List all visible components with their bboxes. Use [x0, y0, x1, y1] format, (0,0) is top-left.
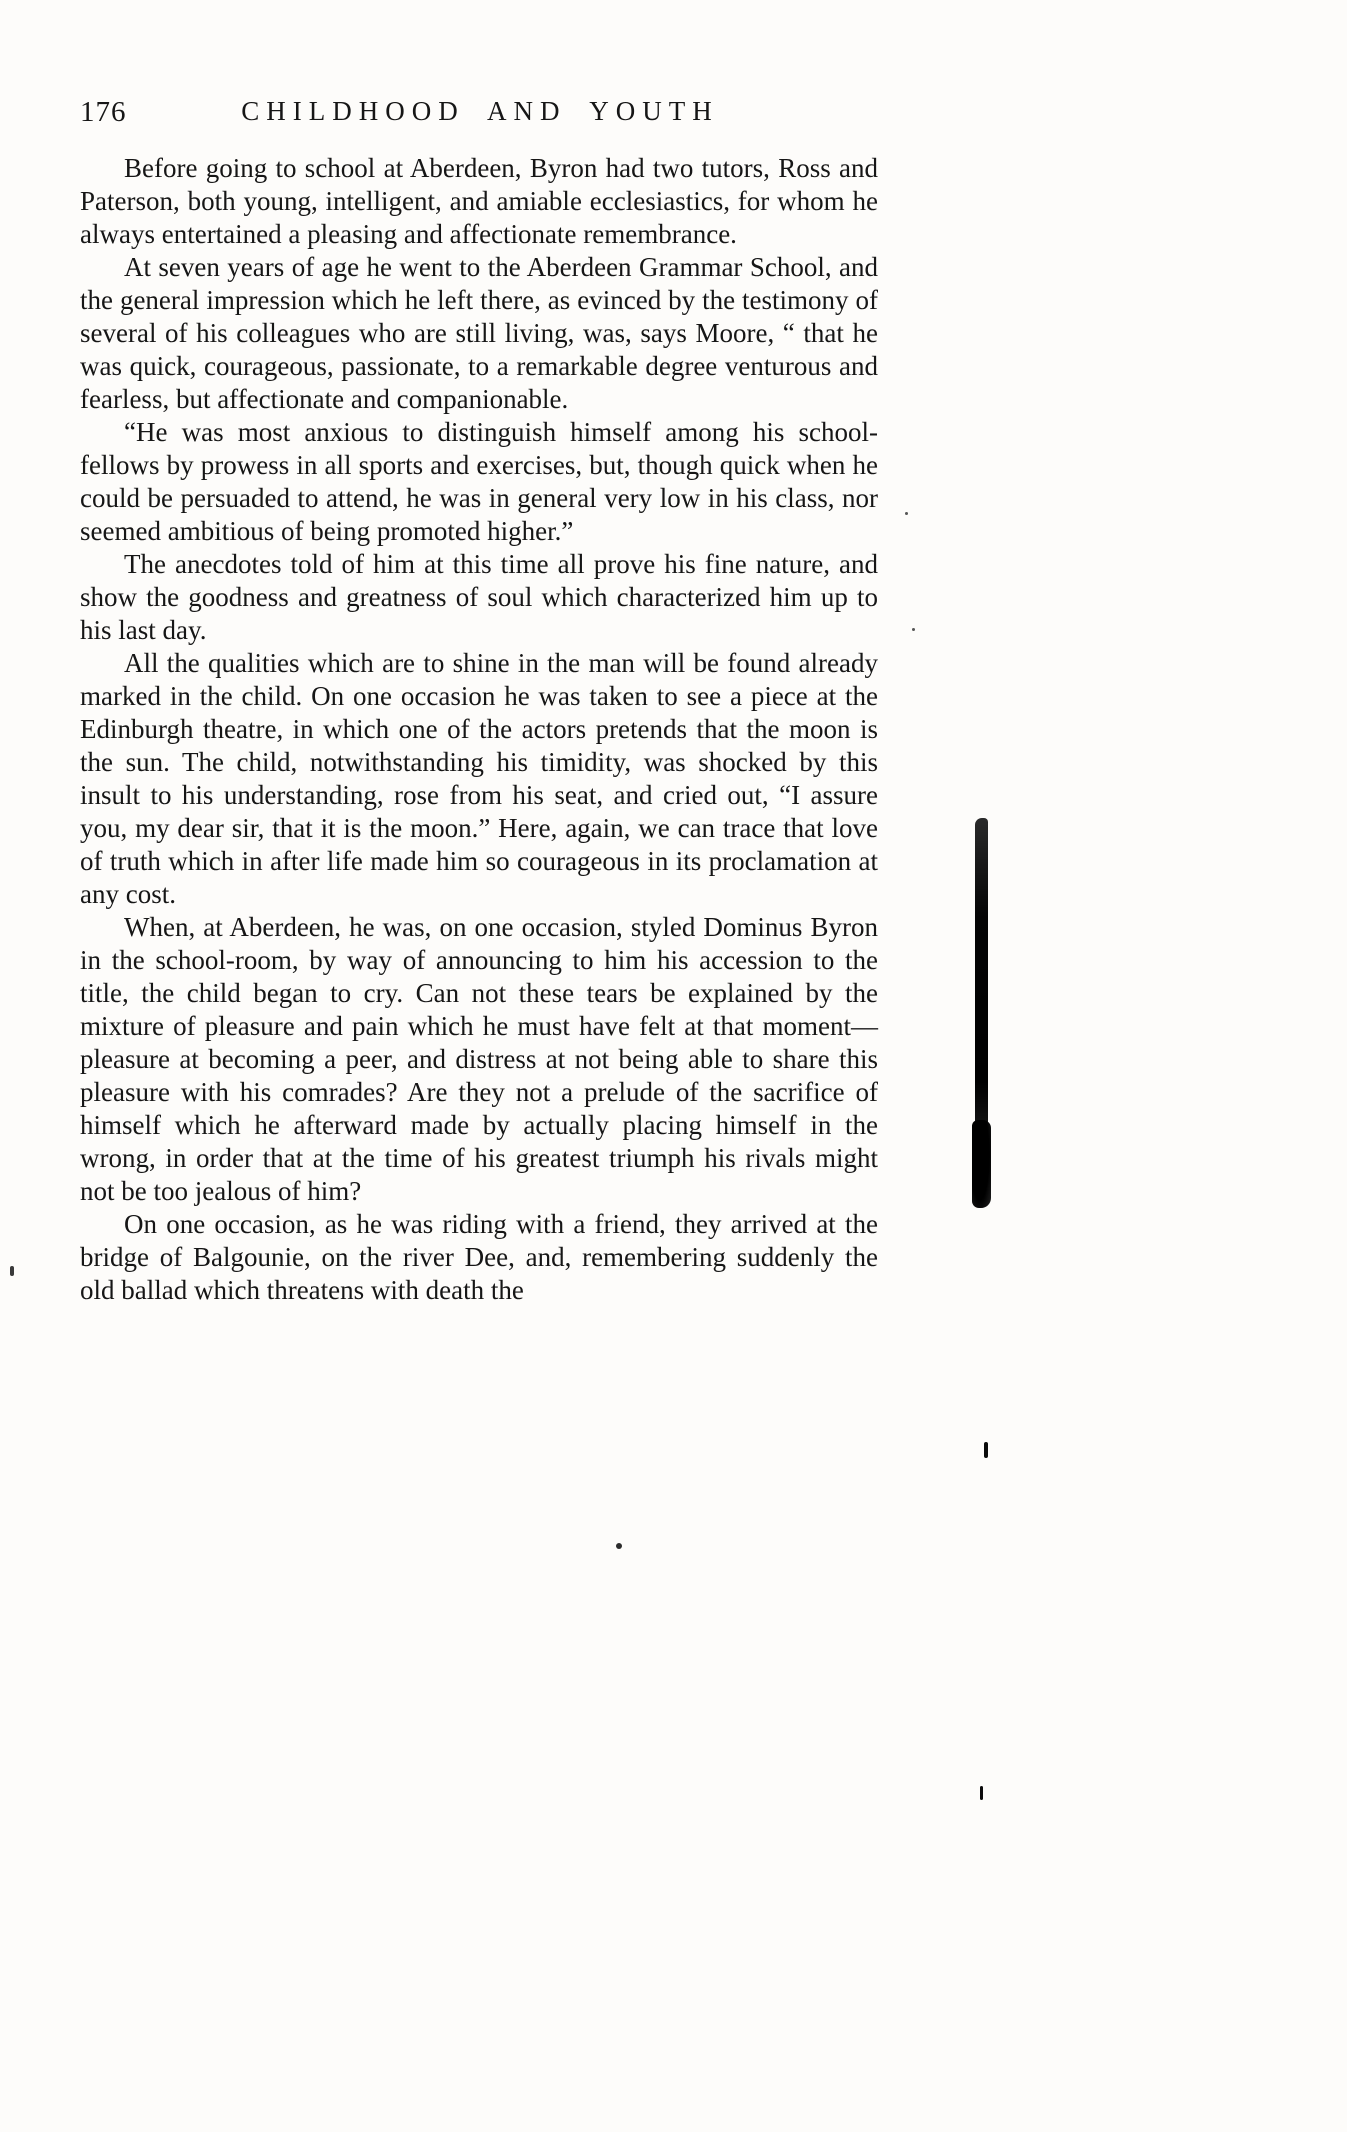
paragraph: “He was most anxious to distinguish himself among his school-fellows by prowess in all sports and exercises, but, though quick when he could be persuaded to attend, he was in general very low in his class, nor seemed ambitious of being promoted higher.”	[80, 417, 878, 546]
scan-artifact-blob	[975, 818, 988, 1148]
paragraph: The anecdotes told of him at this time all prove his fine nature, and show the goodness and greatness of soul which characterized him up to his last day.	[80, 549, 878, 645]
scan-artifact-tick	[984, 1442, 988, 1458]
page-number: 176	[80, 96, 127, 128]
page-header	[80, 96, 880, 136]
paragraph: Before going to school at Aberdeen, Byron had two tutors, Ross and Paterson, both young, intelligent, and amiable ecclesiastics, for whom he always entertained a pleasing and affectionate remembrance.	[80, 153, 878, 249]
paragraph: When, at Aberdeen, he was, on one occasion, styled Dominus Byron in the school-room, by way of announcing to him his accession to the title, the child began to cry. Can not these tears be explained by the mixture of pleasure and pain which he must have felt at that moment—pleasure at becoming a peer, and distress at not being able to share this pleasure with his comrades? Are they not a prelude of the sacrifice of himself which he afterward made by actually placing himself in the wrong, in order that at the time of his greatest triumph his rivals might not be too jealous of him?	[80, 912, 878, 1206]
body-text	[80, 152, 878, 1307]
scan-artifact-blob-lower	[972, 1120, 991, 1208]
paragraph: On one occasion, as he was riding with a friend, they arrived at the bridge of Balgounie, on the river Dee, and, remembering suddenly the old ballad which threatens with death the	[80, 1209, 878, 1305]
scan-artifact-speck	[10, 1266, 14, 1276]
paragraph: At seven years of age he went to the Aberdeen Grammar School, and the general impression which he left there, as evinced by the testimony of several of his colleagues who are still living, was, says Moore, “ that he was quick, courageous, passionate, to a remarkable degree venturous and fearless, but affectionate and companionable.	[80, 252, 878, 414]
scan-artifact-speck	[905, 512, 908, 515]
scan-artifact-speck	[616, 1543, 622, 1549]
paragraph: All the qualities which are to shine in the man will be found already marked in the child. On one occasion he was taken to see a piece at the Edinburgh theatre, in which one of the actors pretends that the moon is the sun. The child, notwithstanding his timidity, was shocked by this insult to his understanding, rose from his seat, and cried out, “I assure you, my dear sir, that it is the moon.” Here, again, we can trace that love of truth which in after life made him so courageous in its proclamation at any cost.	[80, 648, 878, 909]
scan-artifact-tick	[980, 1786, 983, 1800]
scan-artifact-speck	[912, 628, 915, 631]
running-title: CHILDHOOD AND YOUTH	[241, 96, 719, 126]
